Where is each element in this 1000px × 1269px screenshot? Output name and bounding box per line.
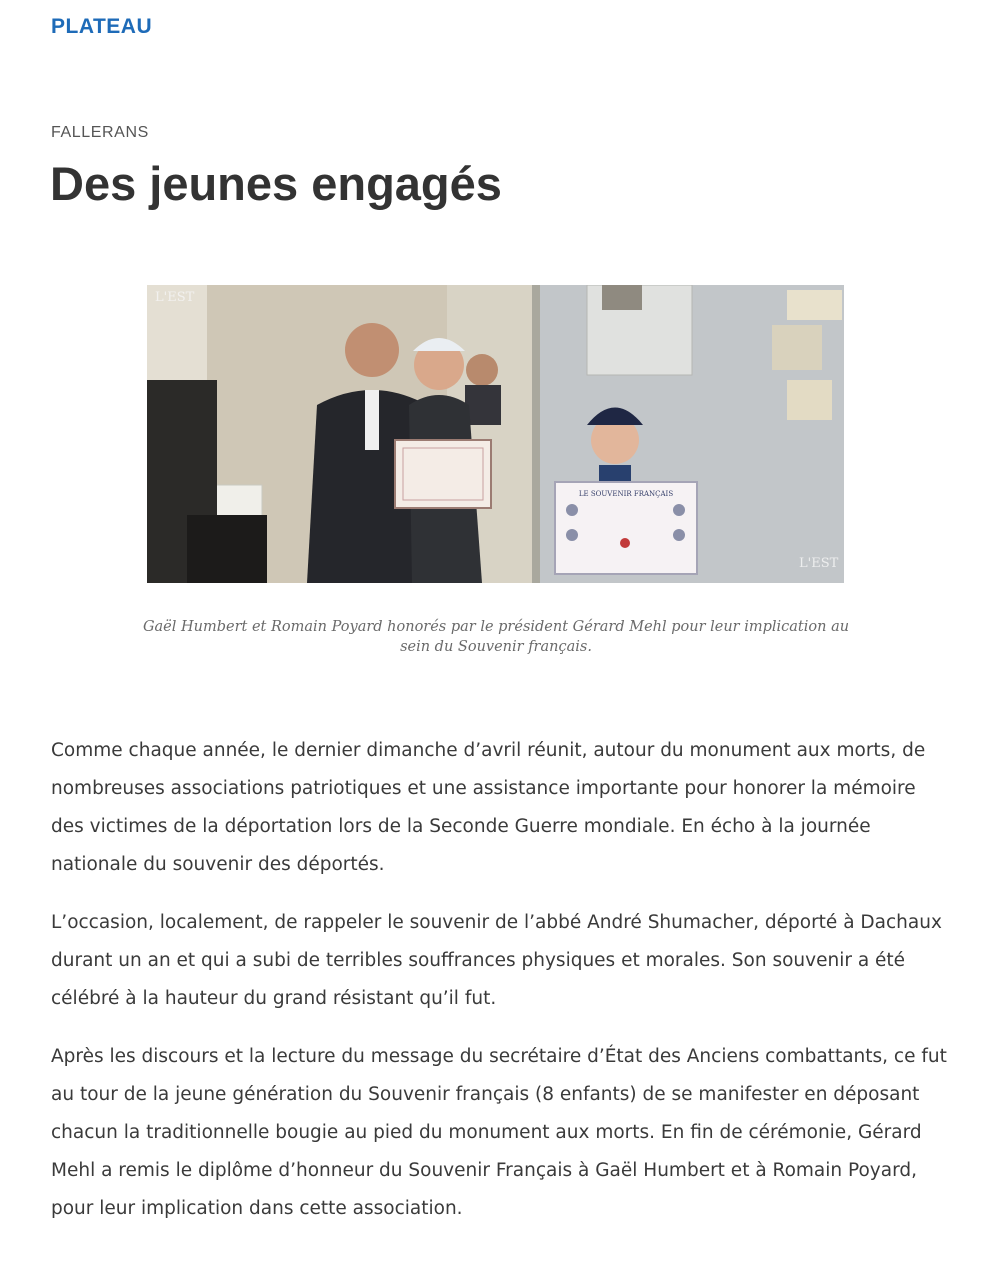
- article-title: Des jeunes engagés: [50, 157, 502, 210]
- paragraph: Après les discours et la lecture du message du secrétaire d’État des Anciens combattants, ce fut au tour de la jeune génération du Souvenir français (8 enfants) de se manifester en déposant chacun la traditionnelle bougie au pied du monument aux morts. En fin de cérémonie, Gérard Mehl a remis le diplôme d’honneur du Souvenir Français à Gaël Humbert et à Romain Poyard, pour leur implication dans cette association.: [51, 1046, 947, 1219]
- article-photo: [147, 285, 844, 583]
- article-location: FALLERANS: [51, 124, 149, 141]
- photo-caption: Gaël Humbert et Romain Poyard honorés par le président Gérard Mehl pour leur implication au sein du Souvenir français.: [142, 619, 850, 655]
- article-body: [51, 732, 951, 1248]
- paragraph: L’occasion, localement, de rappeler le souvenir de l’abbé André Shumacher, déporté à Dachaux durant un an et qui a subi de terribles souffrances physiques et morales. Son souvenir a été célébré à la hauteur du grand résistant qu’il fut.: [51, 912, 942, 1009]
- paragraph: Comme chaque année, le dernier dimanche d’avril réunit, autour du monument aux morts, de nombreuses associations patriotiques et une assistance importante pour honorer la mémoire des victimes de la déportation lors de la Seconde Guerre mondiale. En écho à la journée nationale du souvenir des déportés.: [51, 740, 926, 875]
- photo-watermark-top: L'EST: [155, 290, 195, 305]
- photo-watermark-bottom: L'EST: [799, 556, 839, 571]
- diploma-title: LE SOUVENIR FRANÇAIS: [578, 490, 674, 498]
- section-link[interactable]: PLATEAU: [51, 15, 153, 38]
